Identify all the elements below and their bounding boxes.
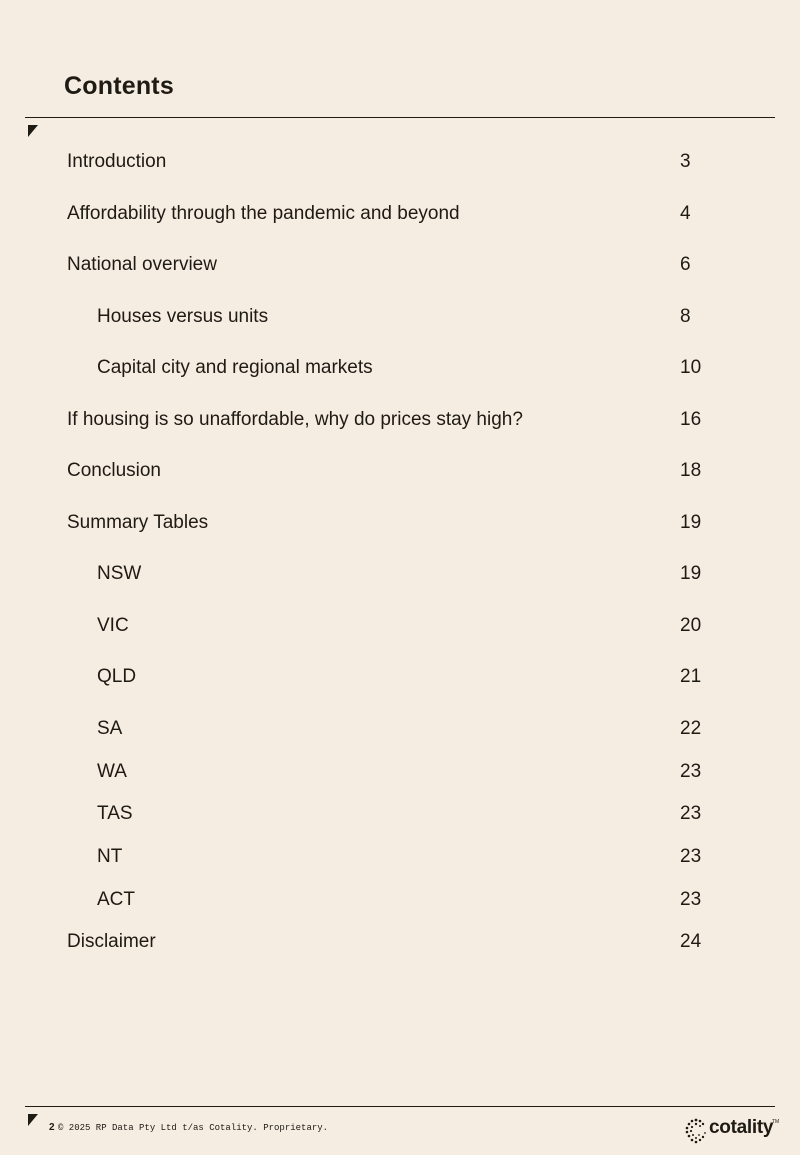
toc-entry-label: Conclusion [67, 460, 161, 481]
toc-entry[interactable] [0, 459, 800, 483]
toc-entry[interactable] [0, 802, 800, 826]
toc-entry-label: VIC [97, 615, 129, 636]
toc-entry[interactable] [0, 665, 800, 689]
toc-entry-page: 22 [680, 718, 702, 739]
toc-entry-label: Capital city and regional markets [97, 357, 373, 378]
toc-entry[interactable] [0, 717, 800, 741]
footer-page-number: 2 [49, 1122, 55, 1133]
toc-entry-page: 19 [680, 563, 702, 584]
toc-entry-label: Houses versus units [97, 306, 269, 327]
toc-entry[interactable] [0, 253, 800, 277]
toc-entry-label: If housing is so unaffordable, why do prices stay high? [67, 409, 523, 430]
toc-entry-page: 20 [680, 615, 702, 636]
toc-entry-label: WA [97, 761, 127, 782]
logo-trademark: TM [772, 1119, 780, 1125]
toc-entry-label: Summary Tables [67, 512, 209, 533]
toc-entry-page: 23 [680, 803, 702, 824]
toc-entry[interactable] [0, 930, 800, 954]
toc-entry[interactable] [0, 760, 800, 784]
toc-entry[interactable] [0, 614, 800, 638]
toc-entry[interactable] [0, 408, 800, 432]
toc-entry-page: 24 [680, 931, 702, 952]
footer-rule [25, 1106, 775, 1107]
toc-entry[interactable] [0, 202, 800, 226]
corner-mark-top [28, 125, 38, 137]
toc-entry-page: 8 [680, 306, 691, 327]
toc-entry[interactable] [0, 845, 800, 869]
toc-entry-label: NSW [97, 563, 142, 584]
toc-entry-label: Disclaimer [67, 931, 156, 952]
toc-entry-label: Introduction [67, 151, 167, 172]
cotality-mark-icon [684, 1116, 708, 1144]
toc-entry-page: 6 [680, 254, 691, 275]
toc-entry-page: 19 [680, 512, 702, 533]
toc-entry-label: QLD [97, 666, 137, 687]
toc-entry-page: 23 [680, 846, 702, 867]
footer-copyright: © 2025 RP Data Pty Ltd t/as Cotality. Proprietary. [58, 1123, 329, 1133]
toc-entry-label: TAS [97, 803, 133, 824]
toc-entry-page: 10 [680, 357, 702, 378]
logo-wordmark: cotality [709, 1117, 774, 1138]
toc-entry-page: 23 [680, 889, 702, 910]
toc-entry-page: 3 [680, 151, 691, 172]
toc-entry-page: 18 [680, 460, 702, 481]
corner-mark-footer [28, 1114, 38, 1126]
toc-entry-page: 23 [680, 761, 702, 782]
toc-entry[interactable] [0, 511, 800, 535]
toc-entry-page: 16 [680, 409, 702, 430]
toc-entry-page: 21 [680, 666, 702, 687]
page-title: Contents [64, 72, 174, 100]
toc-entry-label: National overview [67, 254, 217, 275]
toc-entry-label: Affordability through the pandemic and beyond [67, 203, 460, 224]
toc-entry[interactable] [0, 562, 800, 586]
toc-entry[interactable] [0, 356, 800, 380]
toc-entry[interactable] [0, 150, 800, 174]
toc-entry-label: SA [97, 718, 123, 739]
toc-entry[interactable] [0, 305, 800, 329]
toc-entry-label: NT [97, 846, 123, 867]
toc-entry[interactable] [0, 888, 800, 912]
toc-entry-label: ACT [97, 889, 135, 910]
header-rule [25, 117, 775, 118]
toc-entry-page: 4 [680, 203, 691, 224]
